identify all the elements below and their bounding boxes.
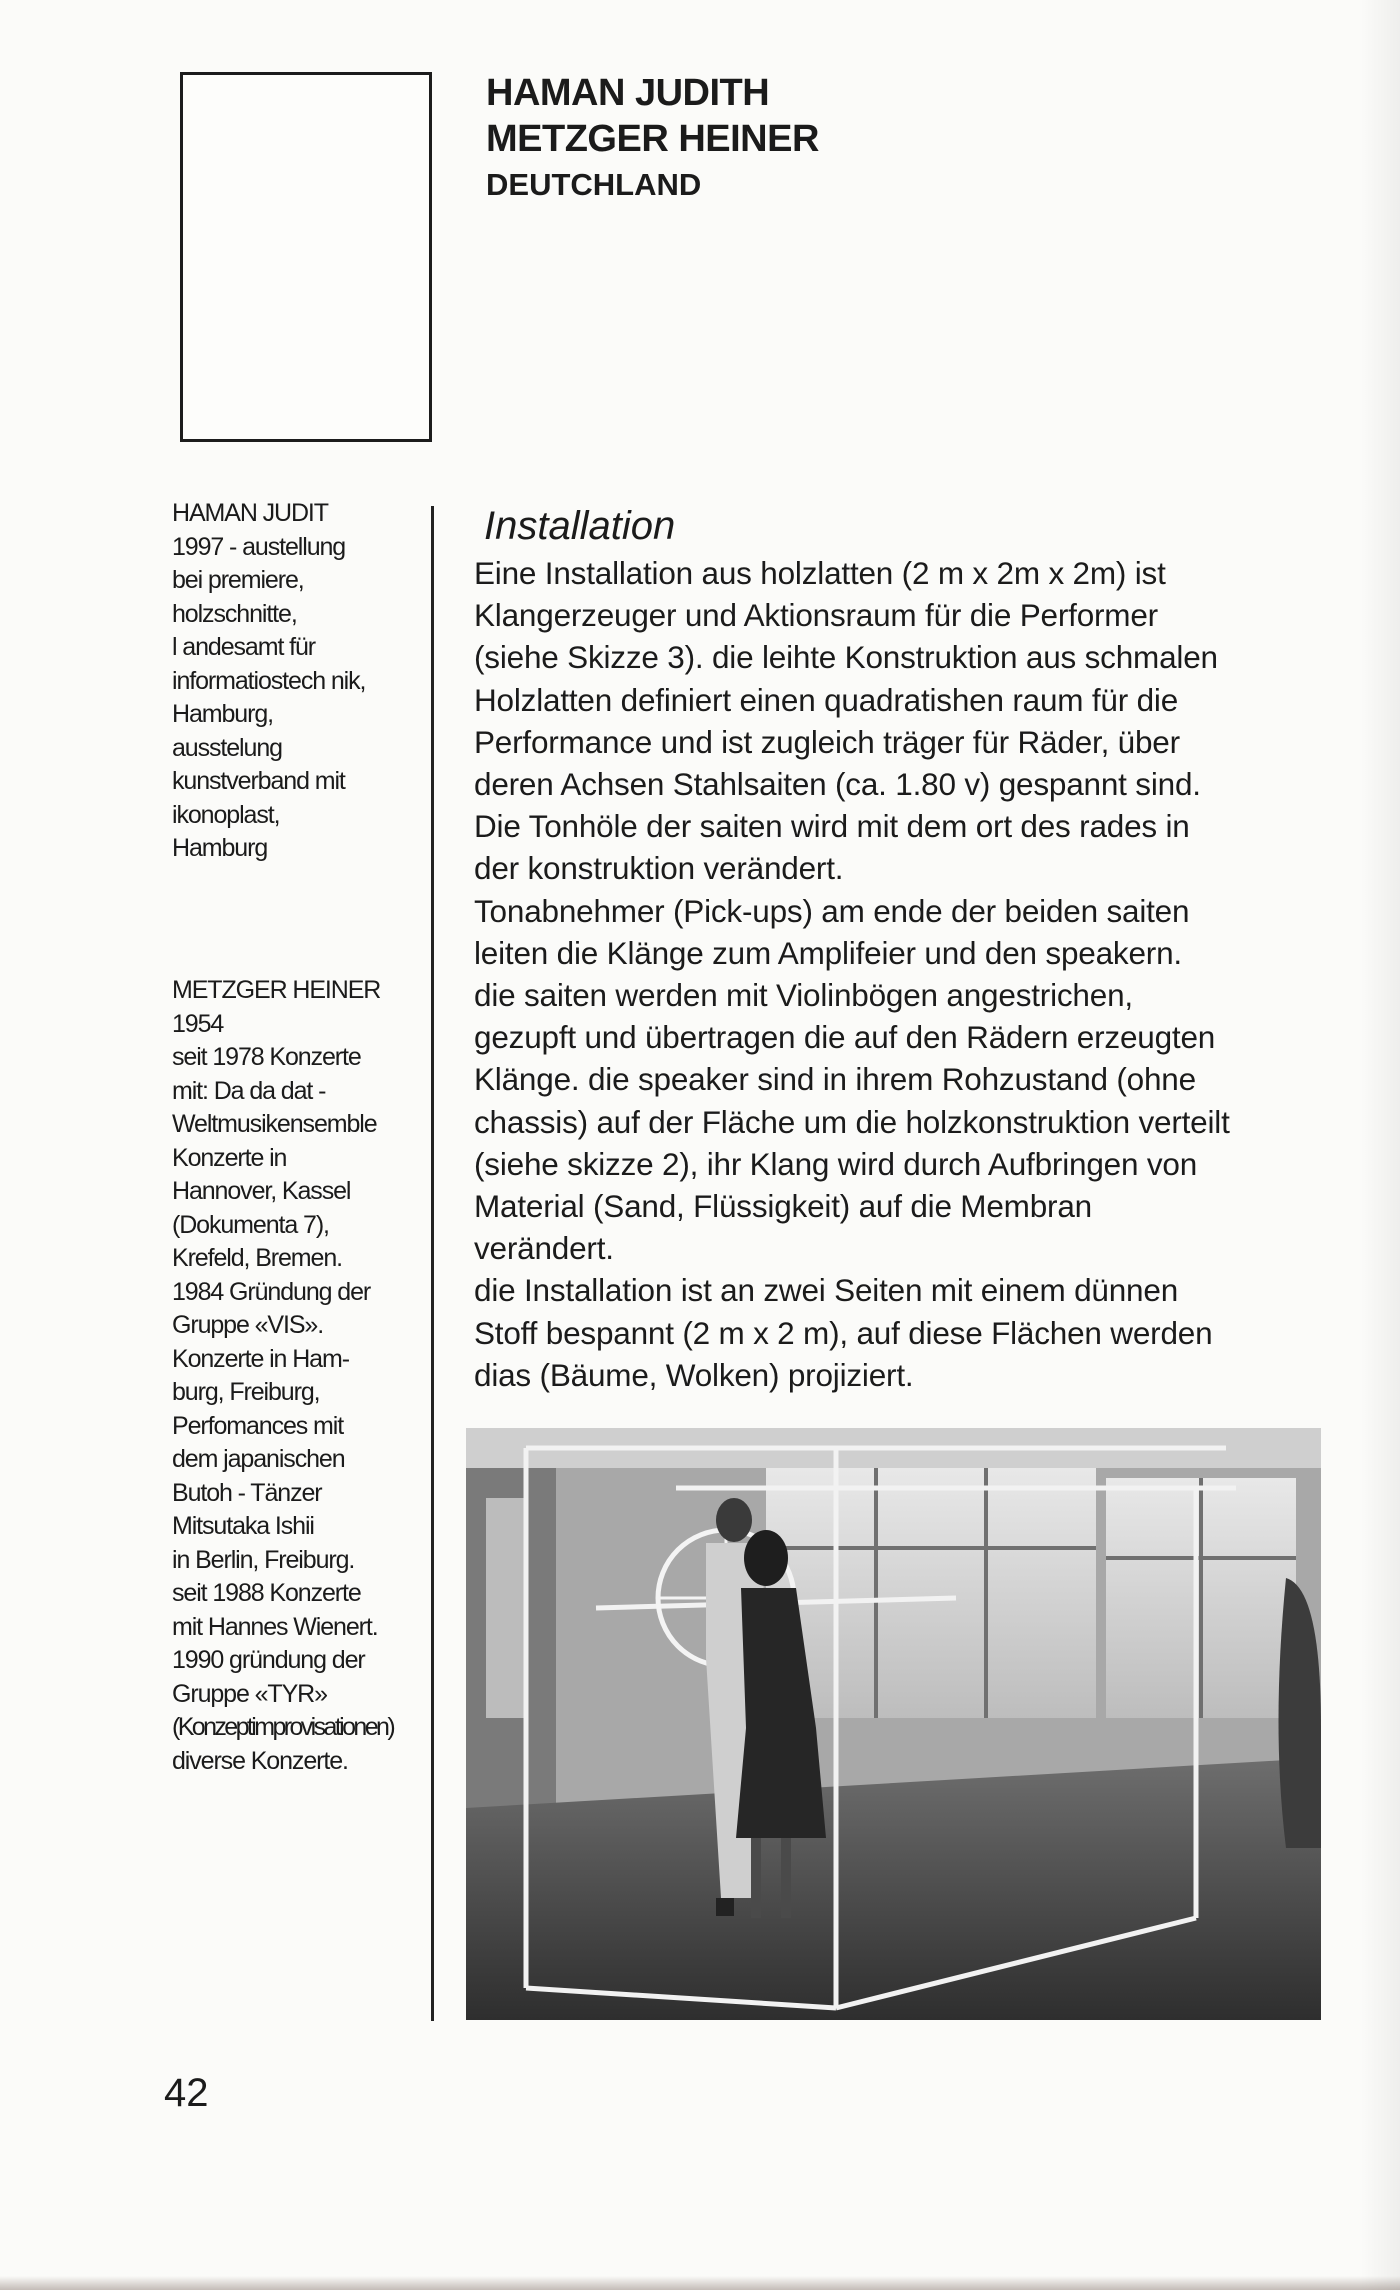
text-line: chassis) auf der Fläche um die holzkonstruktion verteilt	[474, 1103, 1230, 1140]
bio-line: Konzerte in	[172, 1143, 287, 1172]
text-line: die Installation ist an zwei Seiten mit einem dünnen	[474, 1272, 1179, 1309]
bio-line: Hannover, Kassel	[172, 1177, 351, 1205]
text-line: Die Tonhöle der saiten wird mit dem ort des rades in	[474, 808, 1190, 845]
text-line: Performance und ist zugleich träger für Räder, über	[474, 723, 1180, 760]
artist-country: DEUTCHLAND	[486, 167, 702, 202]
bio-line: Gruppe «TYR»	[172, 1679, 327, 1708]
text-line: Material (Sand, Flüssigkeit) auf die Membran	[474, 1188, 1092, 1225]
bio-line: Konzerte in Ham-	[172, 1344, 349, 1373]
installation-photo	[466, 1428, 1321, 2020]
bio-line: METZGER HEINER	[172, 976, 381, 1004]
text-line: der konstruktion verändert.	[474, 850, 844, 887]
text-line: verändert.	[474, 1230, 614, 1267]
bio-line: (Konzeptimprovisationen)	[172, 1713, 394, 1741]
bio-metzger	[172, 974, 434, 1778]
text-line: Tonabnehmer (Pick-ups) am ende der beiden saiten	[474, 892, 1190, 929]
bio-line: seit 1978 Konzerte	[172, 1043, 361, 1071]
artist-name: HAMAN JUDITH	[486, 72, 770, 114]
bio-line: 1990 gründung der	[172, 1646, 365, 1674]
installation-text	[474, 500, 1334, 1396]
bio-line: bei premiere,	[172, 566, 304, 594]
section-title: Installation	[484, 504, 676, 548]
portrait-placeholder	[180, 72, 432, 442]
bio-line: Weltmusikensemble	[172, 1110, 377, 1138]
text-line: Holzlatten definiert einen quadratishen raum für die	[474, 681, 1179, 718]
text-line: gezupft und übertragen die auf den Rädern erzeugten	[474, 1019, 1216, 1056]
bio-line: informatiostech nik,	[172, 666, 366, 695]
bio-line: Hamburg	[172, 834, 268, 862]
bio-line: holzschnitte,	[172, 599, 297, 628]
page-number: 42	[164, 2071, 209, 2115]
text-line: Klangerzeuger und Aktionsraum für die Performer	[474, 597, 1158, 634]
text-line: Klänge. die speaker sind in ihrem Rohzustand (ohne	[474, 1061, 1196, 1098]
bio-line: Butoh - Tänzer	[172, 1478, 322, 1507]
bio-line: Gruppe «VIS».	[172, 1311, 324, 1339]
bio-line: mit: Da da dat -	[172, 1076, 326, 1105]
bio-line: ausstelung	[172, 733, 282, 762]
bio-line: (Dokumenta 7),	[172, 1210, 329, 1239]
bio-line: 1984 Gründung der	[172, 1277, 371, 1306]
bio-line: HAMAN JUDIT	[172, 499, 328, 527]
bio-line: l andesamt für	[172, 633, 316, 661]
text-line: deren Achsen Stahlsaiten (ca. 1.80 v) gespannt sind.	[474, 766, 1201, 803]
page-edge-shadow	[1360, 0, 1400, 2290]
page-edge-shadow	[0, 2276, 1400, 2290]
bio-line: kunstverband mit	[172, 767, 345, 795]
text-line: die saiten werden mit Violinbögen angestrichen,	[474, 977, 1133, 1014]
text-line: leiten die Klänge zum Amplifeier und den speakern.	[474, 934, 1182, 971]
bio-line: 1997 - austellung	[172, 532, 346, 561]
bio-line: burg, Freiburg,	[172, 1378, 320, 1406]
artist-name: METZGER HEINER	[486, 118, 819, 160]
bio-line: mit Hannes Wienert.	[172, 1612, 378, 1641]
bio-line: Perfomances mit	[172, 1411, 344, 1440]
bio-line: in Berlin, Freiburg.	[172, 1545, 355, 1574]
installation-photo-illustration	[466, 1428, 1321, 2020]
bio-line: Mitsutaka Ishii	[172, 1512, 314, 1540]
bio-line: dem japanischen	[172, 1445, 345, 1473]
bio-line: Krefeld, Bremen.	[172, 1244, 342, 1272]
bio-line: 1954	[172, 1009, 224, 1038]
bio-line: seit 1988 Konzerte	[172, 1579, 361, 1607]
text-line: (siehe skizze 2), ihr Klang wird durch Aufbringen von	[474, 1145, 1198, 1182]
text-line: dias (Bäume, Wolken) projiziert.	[474, 1356, 914, 1393]
artist-header	[486, 70, 819, 206]
bio-line: Hamburg,	[172, 700, 273, 728]
text-line: Stoff bespannt (2 m x 2 m), auf diese Flächen werden	[474, 1314, 1213, 1351]
bio-haman	[172, 497, 434, 866]
column-divider	[431, 506, 434, 2021]
bio-line: ikonoplast,	[172, 800, 280, 829]
text-line: Eine Installation aus holzlatten (2 m x 2m x 2m) ist	[474, 555, 1166, 591]
bio-line: diverse Konzerte.	[172, 1746, 348, 1775]
text-line: (siehe Skizze 3). die leihte Konstruktion aus schmalen	[474, 639, 1218, 676]
